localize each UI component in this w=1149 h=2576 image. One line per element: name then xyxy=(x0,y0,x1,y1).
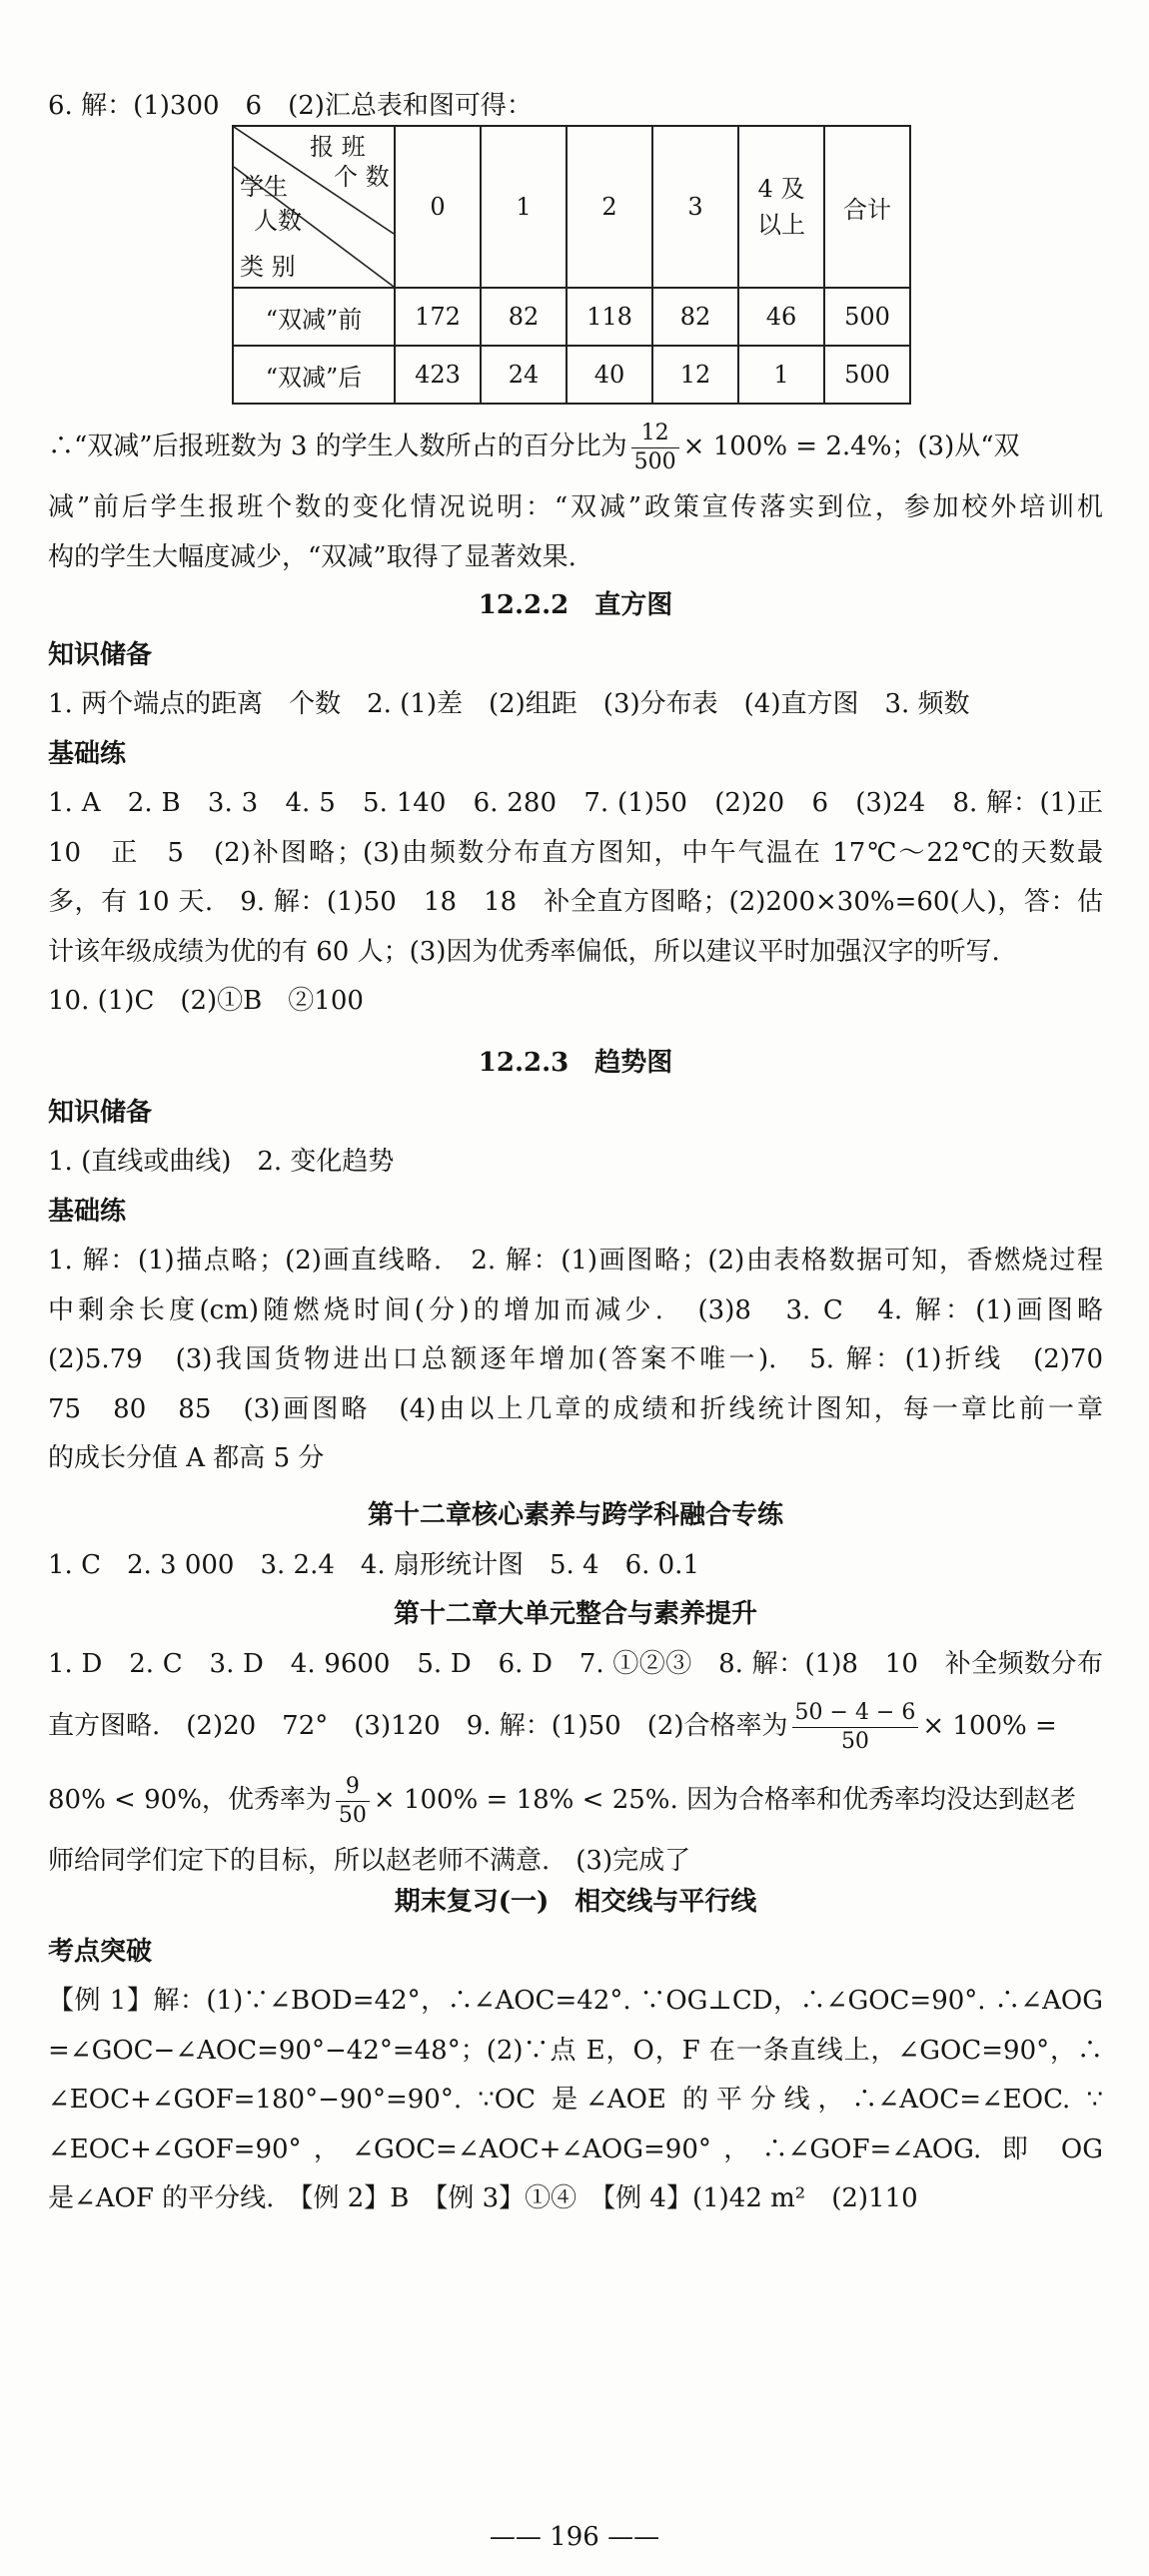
section-12-2-2 xyxy=(48,581,1103,1027)
text-line xyxy=(48,1763,1103,1837)
table-cell: 40 xyxy=(567,346,652,404)
text-line: 10 正 5 (2)补图略；(3)由频数分布直方图知，中午气温在 17℃～22℃的天数最 xyxy=(48,837,1103,868)
table-cell: 118 xyxy=(567,288,652,346)
table-cell: 46 xyxy=(738,288,824,346)
table-cell: 1 xyxy=(738,346,824,404)
text-line: 10. (1)C (2)①B ②100 xyxy=(48,986,364,1016)
fraction-numerator: 9 xyxy=(336,1773,370,1802)
corner-label-bottom: 类 别 xyxy=(240,253,296,281)
text-line: 1. C 2. 3 000 3. 2.4 4. 扇形统计图 5. 4 6. 0.1 xyxy=(48,1549,699,1580)
fraction-numerator: 12 xyxy=(631,420,679,448)
text-line: =∠GOC−∠AOC=90°−42°=48°；(2)∵点 E，O，F 在一条直线上，∠GOC=90°，∴ xyxy=(48,2035,1103,2066)
text-run: ∴“双减”后报班数为 3 的学生人数所占的百分比为 xyxy=(48,431,627,461)
table-corner-cell xyxy=(233,126,395,288)
subsection-heading: 考点突破 xyxy=(48,1936,153,1967)
text-line: 中剩余长度(cm)随燃烧时间(分)的增加而减少. (3)8 3. C 4. 解：(1)画图略 xyxy=(48,1294,1103,1325)
text-line: 1. (直线或曲线) 2. 变化趋势 xyxy=(48,1147,395,1177)
chapter12-unit-integration xyxy=(48,1590,1103,1887)
text-line: 多，有 10 天. 9. 解：(1)50 18 18 补全直方图略；(2)200×30%=60(人)，答：估 xyxy=(48,887,1103,917)
text-line: 是∠AOF 的平分线. 【例 2】B 【例 3】①④ 【例 4】(1)42 m² (2)110 xyxy=(48,2183,918,2213)
section-title: 12.2.2 直方图 xyxy=(478,590,673,620)
header-cell: 2 xyxy=(567,126,652,288)
table-cell: 500 xyxy=(824,288,910,346)
chapter12-core-practice xyxy=(48,1491,1103,1590)
text-run: 直方图略. (2)20 72° (3)120 9. 解：(1)50 (2)合格率为 xyxy=(48,1711,788,1741)
row-label: “双减”前 xyxy=(233,288,395,346)
table-cell: 12 xyxy=(652,346,738,404)
text-line: 1. D 2. C 3. D 4. 9600 5. D 6. D 7. ①②③ 8. 解：(1)8 10 补全频数分布 xyxy=(48,1648,1103,1679)
fraction-numerator: 50 − 4 − 6 xyxy=(792,1699,919,1728)
table-header-row xyxy=(233,126,910,288)
fraction-denominator: 50 xyxy=(338,1802,367,1828)
text-run: × 100% = xyxy=(922,1711,1057,1741)
q6-intro: 6. 解：(1)300 6 (2)汇总表和图可得： xyxy=(48,91,533,121)
fraction-denominator: 50 xyxy=(840,1728,869,1754)
section-title: 期末复习(一) 相交线与平行线 xyxy=(394,1887,757,1917)
text-line: 75 80 85 (3)画图略 (4)由以上几章的成绩和折线统计图知，每一章比前一章 xyxy=(48,1393,1103,1424)
text-line: ∠EOC+∠GOF=90°，∠GOC=∠AOC+∠AOG=90°，∴∠GOF=∠AOG. 即 OG xyxy=(48,2134,1103,2164)
subsection-heading: 基础练 xyxy=(48,1196,127,1227)
text-line: 1. 两个端点的距离 个数 2. (1)差 (2)组距 (3)分布表 (4)直方图 3. 频数 xyxy=(48,689,970,719)
corner-label-mid: 学生 xyxy=(240,173,288,201)
q6-after-line2: 减”前后学生报班个数的变化情况说明：“双减”政策宣传落实到位，参加校外培训机 xyxy=(48,492,1103,522)
final-review-1 xyxy=(48,1878,1103,2224)
text-run: × 100% = 2.4%；(3)从“双 xyxy=(682,431,1020,461)
fraction xyxy=(631,420,679,476)
text-line: 的成长分值 A 都高 5 分 xyxy=(48,1443,325,1473)
page-number: —— 196 —— xyxy=(0,2522,1149,2552)
header-cell: 1 xyxy=(481,126,567,288)
table-row xyxy=(233,288,910,346)
q6-after-line1 xyxy=(48,410,1103,483)
q6-after-block xyxy=(48,410,1103,582)
corner-label-top-b: 个 数 xyxy=(334,163,390,191)
text-line: (2)5.79 (3)我国货物进出口总额逐年增加(答案不唯一). 5. 解：(1)折线 (2)70 xyxy=(48,1344,1103,1374)
text-line: 计该年级成绩为优的有 60 人；(3)因为优秀率偏低，所以建议平时加强汉字的听写. xyxy=(48,936,1000,967)
section-title: 第十二章核心素养与跨学科融合专练 xyxy=(367,1500,783,1530)
fraction xyxy=(336,1773,370,1830)
subsection-heading: 知识储备 xyxy=(48,1097,153,1128)
text-line: 【例 1】解：(1)∵∠BOD=42°，∴∠AOC=42°. ∵OG⊥CD，∴∠GOC=90°. ∴∠AOG xyxy=(48,1986,1103,2016)
header-cell-text: 4 及以上 xyxy=(757,175,805,239)
table-cell: 82 xyxy=(652,288,738,346)
table-row xyxy=(233,346,910,404)
text-line: ∠EOC+∠GOF=180°−90°=90°. ∵OC 是∠AOE 的平分线，∴∠AOC=∠EOC. ∵ xyxy=(48,2085,1103,2115)
q6-after-line3: 构的学生大幅度减少，“双减”取得了显著效果. xyxy=(48,541,576,572)
section-12-2-3 xyxy=(48,1039,1103,1484)
table-cell: 172 xyxy=(395,288,481,346)
table-cell: 500 xyxy=(824,346,910,404)
subsection-heading: 基础练 xyxy=(48,738,127,769)
text-run: 80% < 90%，优秀率为 xyxy=(48,1785,332,1815)
corner-label-top-a: 报 班 xyxy=(310,133,366,161)
row-label: “双减”后 xyxy=(233,346,395,404)
text-line: 1. A 2. B 3. 3 4. 5 5. 140 6. 280 7. (1)50 (2)20 6 (3)24 8. 解：(1)正 xyxy=(48,788,1103,818)
header-cell: 合计 xyxy=(824,126,910,288)
header-cell xyxy=(738,126,824,288)
corner-label-mid2: 人数 xyxy=(254,207,302,235)
text-line: 师给同学们定下的目标，所以赵老师不满意. (3)完成了 xyxy=(48,1846,691,1876)
header-cell: 3 xyxy=(652,126,738,288)
text-line: 1. 解：(1)描点略；(2)画直线略. 2. 解：(1)画图略；(2)由表格数据可知，香燃烧过程 xyxy=(48,1246,1103,1276)
table-cell: 24 xyxy=(481,346,567,404)
fraction-denominator: 500 xyxy=(633,448,676,474)
section-title: 第十二章大单元整合与素养提升 xyxy=(393,1599,757,1629)
text-line xyxy=(48,1689,1103,1763)
header-cell: 0 xyxy=(395,126,481,288)
subsection-heading: 知识储备 xyxy=(48,639,153,670)
table-cell: 82 xyxy=(481,288,567,346)
section-title: 12.2.3 趋势图 xyxy=(478,1048,673,1078)
fraction xyxy=(792,1699,919,1756)
table-cell: 423 xyxy=(395,346,481,404)
survey-table xyxy=(232,125,911,405)
text-run: × 100% = 18% < 25%. 因为合格率和优秀率均没达到赵老 xyxy=(373,1785,1077,1815)
